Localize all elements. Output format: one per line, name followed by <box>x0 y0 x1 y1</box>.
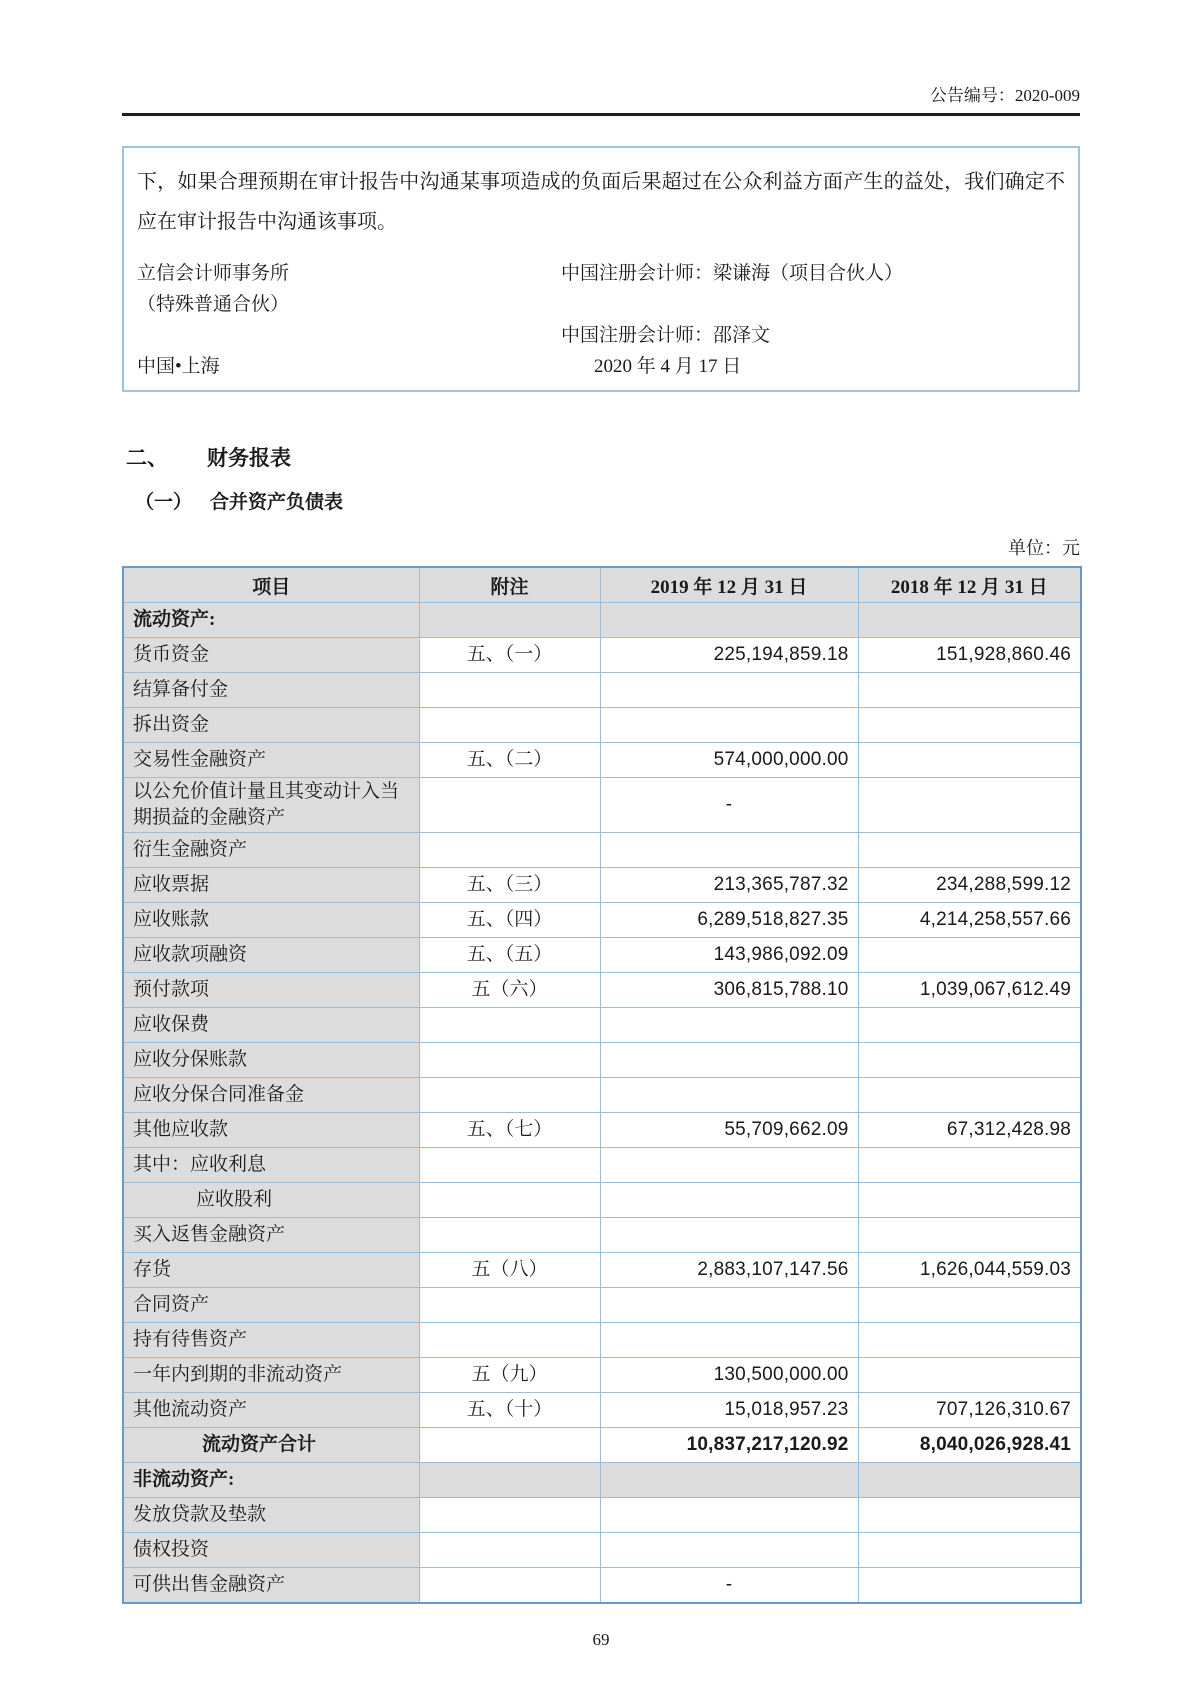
note-cell <box>419 1288 600 1323</box>
table-row <box>123 1078 1081 1113</box>
table-row <box>123 868 1081 903</box>
note-cell <box>419 708 600 743</box>
table-row <box>123 743 1081 778</box>
section-title: 财务报表 <box>207 446 291 470</box>
subsection-title: 合并资产负债表 <box>210 492 344 513</box>
item-label-cell: 应收股利 <box>123 1183 419 1218</box>
audit-firm-location: 中国•上海 <box>137 356 220 377</box>
item-label-cell: 预付款项 <box>123 973 419 1008</box>
value-2019-cell: 143,986,092.09 <box>600 938 858 973</box>
value-2019-cell <box>600 1323 858 1358</box>
note-cell <box>419 673 600 708</box>
value-2019-cell <box>600 1043 858 1078</box>
value-2019-cell <box>600 833 858 868</box>
item-label-cell: 拆出资金 <box>123 708 419 743</box>
note-cell <box>419 1008 600 1043</box>
table-header-row <box>123 567 1081 603</box>
cpa-signature-2: 中国注册会计师：邵泽文 <box>561 325 771 346</box>
value-2018-cell <box>858 708 1081 743</box>
section-number: 二、 <box>126 446 168 470</box>
table-row <box>123 903 1081 938</box>
subsection-heading <box>122 492 1080 514</box>
value-2019-cell: - <box>600 1568 858 1604</box>
value-2018-cell <box>858 1288 1081 1323</box>
value-2018-cell <box>858 743 1081 778</box>
value-2019-cell <box>600 1148 858 1183</box>
auditor-signature-box <box>122 146 1080 392</box>
value-2018-cell <box>858 1358 1081 1393</box>
note-cell: 五（八） <box>419 1253 600 1288</box>
document-page <box>122 0 1080 1650</box>
column-header-item: 项目 <box>123 567 419 603</box>
value-2018-cell <box>858 938 1081 973</box>
note-cell <box>419 1078 600 1113</box>
value-2018-cell: 707,126,310.67 <box>858 1393 1081 1428</box>
item-label-cell: 流动资产合计 <box>123 1428 419 1463</box>
audit-firm-type: （特殊普通合伙） <box>137 294 290 315</box>
item-label-cell: 应收款项融资 <box>123 938 419 973</box>
announcement-number: 公告编号：2020-009 <box>929 86 1080 105</box>
note-cell: 五（九） <box>419 1358 600 1393</box>
table-row <box>123 1323 1081 1358</box>
note-cell <box>419 1463 600 1498</box>
value-2019-cell <box>600 1078 858 1113</box>
item-label-cell: 买入返售金融资产 <box>123 1218 419 1253</box>
value-2018-cell: 67,312,428.98 <box>858 1113 1081 1148</box>
table-row <box>123 1288 1081 1323</box>
item-label-cell: 债权投资 <box>123 1533 419 1568</box>
note-cell <box>419 603 600 638</box>
table-row <box>123 1393 1081 1428</box>
audit-firm-name: 立信会计师事务所 <box>137 263 290 284</box>
table-row <box>123 973 1081 1008</box>
value-2019-cell <box>600 673 858 708</box>
value-2018-cell <box>858 1533 1081 1568</box>
table-row <box>123 938 1081 973</box>
item-label-cell: 持有待售资产 <box>123 1323 419 1358</box>
table-row <box>123 1253 1081 1288</box>
value-2018-cell: 8,040,026,928.41 <box>858 1428 1081 1463</box>
value-2019-cell: 306,815,788.10 <box>600 973 858 1008</box>
item-label-cell: 应收账款 <box>123 903 419 938</box>
value-2019-cell: 55,709,662.09 <box>600 1113 858 1148</box>
value-2019-cell: 574,000,000.00 <box>600 743 858 778</box>
subsection-number: （一） <box>135 492 193 513</box>
note-cell <box>419 1568 600 1604</box>
column-header-2018: 2018 年 12 月 31 日 <box>858 567 1081 603</box>
table-row <box>123 673 1081 708</box>
value-2019-cell: 225,194,859.18 <box>600 638 858 673</box>
table-row <box>123 708 1081 743</box>
table-row <box>123 778 1081 833</box>
item-label-cell: 应收保费 <box>123 1008 419 1043</box>
balance-sheet-body <box>123 603 1081 1604</box>
note-cell <box>419 1183 600 1218</box>
signature-block <box>137 258 1065 382</box>
page-number: 69 <box>592 1630 610 1649</box>
value-2019-cell: 15,018,957.23 <box>600 1393 858 1428</box>
total-row <box>123 1428 1081 1463</box>
value-2018-cell <box>858 1323 1081 1358</box>
item-label-cell: 应收分保账款 <box>123 1043 419 1078</box>
item-label-cell: 结算备付金 <box>123 673 419 708</box>
value-2018-cell <box>858 603 1081 638</box>
item-label-cell: 流动资产: <box>123 603 419 638</box>
value-2018-cell <box>858 1498 1081 1533</box>
table-row <box>123 1043 1081 1078</box>
note-cell: 五（六） <box>419 973 600 1008</box>
note-cell <box>419 833 600 868</box>
note-cell <box>419 1148 600 1183</box>
table-row <box>123 1218 1081 1253</box>
value-2018-cell <box>858 778 1081 833</box>
value-2018-cell: 151,928,860.46 <box>858 638 1081 673</box>
cpa-signature-1: 中国注册会计师：梁谦海（项目合伙人） <box>561 263 904 284</box>
spacer-cell <box>561 289 1065 320</box>
unit-label: 单位：元 <box>1008 538 1080 558</box>
value-2019-cell <box>600 603 858 638</box>
item-label-cell: 以公允价值计量且其变动计入当期损益的金融资产 <box>123 778 419 833</box>
item-label-cell: 交易性金融资产 <box>123 743 419 778</box>
value-2018-cell: 1,626,044,559.03 <box>858 1253 1081 1288</box>
section-row <box>123 1463 1081 1498</box>
value-2019-cell <box>600 1288 858 1323</box>
item-label-cell: 非流动资产: <box>123 1463 419 1498</box>
value-2019-cell <box>600 1008 858 1043</box>
value-2018-cell <box>858 673 1081 708</box>
value-2018-cell: 1,039,067,612.49 <box>858 973 1081 1008</box>
value-2019-cell <box>600 708 858 743</box>
item-label-cell: 应收票据 <box>123 868 419 903</box>
table-row <box>123 1568 1081 1604</box>
value-2018-cell <box>858 1183 1081 1218</box>
value-2018-cell <box>858 1008 1081 1043</box>
value-2019-cell: 6,289,518,827.35 <box>600 903 858 938</box>
value-2018-cell <box>858 1148 1081 1183</box>
note-cell: 五、（一） <box>419 638 600 673</box>
note-cell <box>419 1043 600 1078</box>
value-2019-cell: 213,365,787.32 <box>600 868 858 903</box>
value-2018-cell <box>858 1078 1081 1113</box>
table-row <box>123 1148 1081 1183</box>
table-row <box>123 1498 1081 1533</box>
value-2019-cell: - <box>600 778 858 833</box>
note-cell: 五、（三） <box>419 868 600 903</box>
value-2019-cell <box>600 1498 858 1533</box>
item-label-cell: 应收分保合同准备金 <box>123 1078 419 1113</box>
note-cell <box>419 1533 600 1568</box>
value-2019-cell <box>600 1218 858 1253</box>
value-2018-cell <box>858 1218 1081 1253</box>
item-label-cell: 其他流动资产 <box>123 1393 419 1428</box>
table-row <box>123 1008 1081 1043</box>
item-label-cell: 其中：应收利息 <box>123 1148 419 1183</box>
item-label-cell: 其他应收款 <box>123 1113 419 1148</box>
value-2018-cell <box>858 833 1081 868</box>
table-row <box>123 1183 1081 1218</box>
audit-opinion-paragraph: 下，如果合理预期在审计报告中沟通某事项造成的负面后果超过在公众利益方面产生的益处，我们确定不应在审计报告中沟通该事项。 <box>137 171 1065 233</box>
note-cell <box>419 1428 600 1463</box>
note-cell: 五、（七） <box>419 1113 600 1148</box>
section-row <box>123 603 1081 638</box>
column-header-2019: 2019 年 12 月 31 日 <box>600 567 858 603</box>
item-label-cell: 一年内到期的非流动资产 <box>123 1358 419 1393</box>
note-cell: 五、（十） <box>419 1393 600 1428</box>
section-heading <box>122 446 1080 470</box>
note-cell: 五、（四） <box>419 903 600 938</box>
value-2018-cell <box>858 1043 1081 1078</box>
value-2018-cell <box>858 1463 1081 1498</box>
value-2019-cell <box>600 1533 858 1568</box>
table-row <box>123 1113 1081 1148</box>
value-2019-cell: 10,837,217,120.92 <box>600 1428 858 1463</box>
item-label-cell: 衍生金融资产 <box>123 833 419 868</box>
spacer-cell <box>137 320 561 351</box>
note-cell: 五、（二） <box>419 743 600 778</box>
signature-date: 2020 年 4 月 17 日 <box>594 356 742 377</box>
table-row <box>123 1533 1081 1568</box>
value-2019-cell: 130,500,000.00 <box>600 1358 858 1393</box>
note-cell <box>419 1498 600 1533</box>
balance-sheet-table <box>122 566 1082 1604</box>
note-cell: 五、（五） <box>419 938 600 973</box>
item-label-cell: 合同资产 <box>123 1288 419 1323</box>
value-2019-cell <box>600 1463 858 1498</box>
item-label-cell: 货币资金 <box>123 638 419 673</box>
value-2019-cell <box>600 1183 858 1218</box>
note-cell <box>419 1218 600 1253</box>
table-row <box>123 638 1081 673</box>
value-2019-cell: 2,883,107,147.56 <box>600 1253 858 1288</box>
table-row <box>123 833 1081 868</box>
item-label-cell: 存货 <box>123 1253 419 1288</box>
column-header-note: 附注 <box>419 567 600 603</box>
note-cell <box>419 1323 600 1358</box>
table-row <box>123 1358 1081 1393</box>
header-rule <box>122 113 1080 116</box>
item-label-cell: 发放贷款及垫款 <box>123 1498 419 1533</box>
value-2018-cell <box>858 1568 1081 1604</box>
value-2018-cell: 4,214,258,557.66 <box>858 903 1081 938</box>
value-2018-cell: 234,288,599.12 <box>858 868 1081 903</box>
item-label-cell: 可供出售金融资产 <box>123 1568 419 1604</box>
note-cell <box>419 778 600 833</box>
